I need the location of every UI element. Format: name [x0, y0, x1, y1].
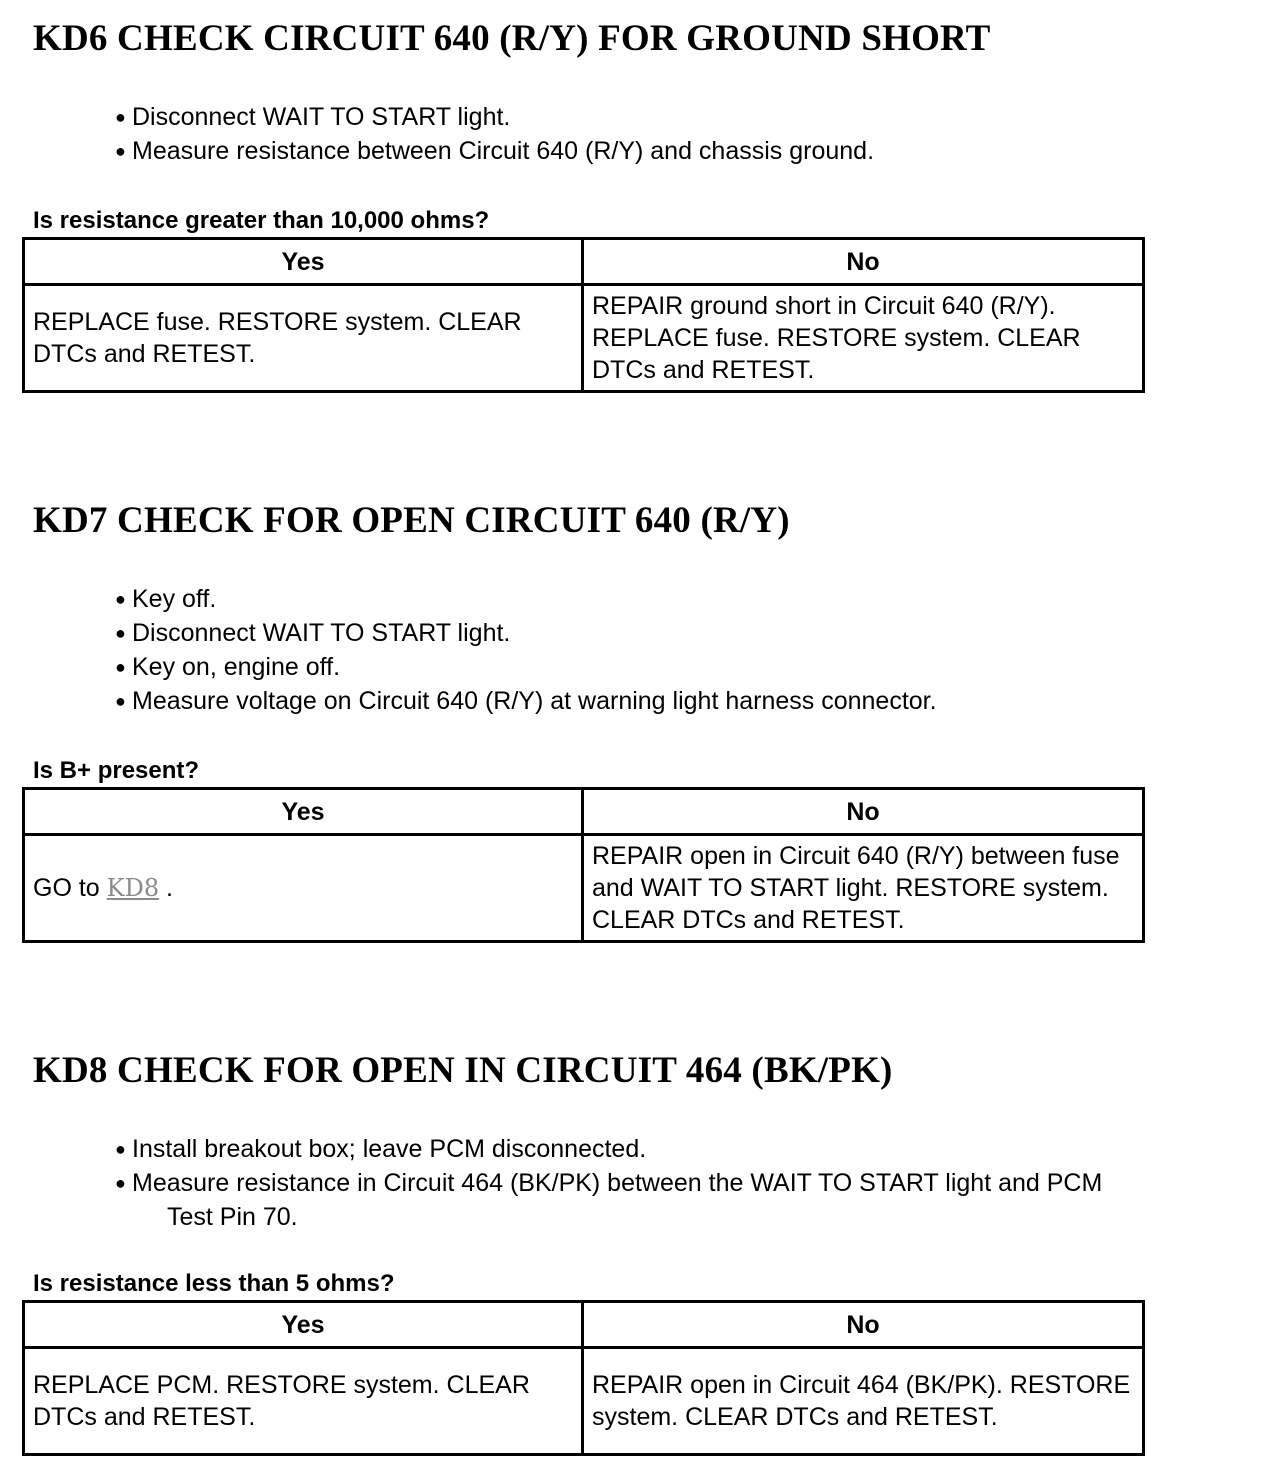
kd8-steps — [113, 1132, 1232, 1234]
kd6-steps — [113, 100, 1232, 168]
bullet-icon: ● — [115, 589, 126, 609]
kd8-heading: KD8 CHECK FOR OPEN IN CIRCUIT 464 (BK/PK) — [33, 1050, 893, 1091]
kd6-question: Is resistance greater than 10,000 ohms? — [33, 207, 490, 234]
bullet-icon: ● — [115, 1173, 126, 1193]
list-item: ● Disconnect WAIT TO START light. — [113, 616, 1232, 650]
yes-action: REPLACE fuse. RESTORE system. CLEAR DTCs and RETEST. — [24, 285, 583, 392]
no-header: No — [583, 789, 1144, 835]
kd7-answer-table — [22, 787, 1145, 943]
list-item: ● Measure resistance in Circuit 464 (BK/PK) between the WAIT TO START light and PCM Test Pin 70. — [113, 1166, 1232, 1234]
kd7-steps — [113, 582, 1232, 718]
kd6-heading: KD6 CHECK CIRCUIT 640 (R/Y) FOR GROUND SHORT — [33, 18, 991, 59]
bullet-icon: ● — [115, 1139, 126, 1159]
kd6-answer-table — [22, 237, 1145, 393]
no-action: REPAIR open in Circuit 464 (BK/PK). RESTORE system. CLEAR DTCs and RETEST. — [583, 1348, 1144, 1455]
no-action: REPAIR ground short in Circuit 640 (R/Y). REPLACE fuse. RESTORE system. CLEAR DTCs and RETEST. — [583, 285, 1144, 392]
kd8-link[interactable]: KD8 — [106, 874, 160, 902]
bullet-icon: ● — [115, 691, 126, 711]
list-item: ● Key off. — [113, 582, 1232, 616]
kd7-question: Is B+ present? — [33, 757, 200, 784]
kd8-answer-table — [22, 1300, 1145, 1456]
yes-header: Yes — [24, 1302, 583, 1348]
kd8-question: Is resistance less than 5 ohms? — [33, 1270, 395, 1297]
list-item: ● Disconnect WAIT TO START light. — [113, 100, 1232, 134]
bullet-icon: ● — [115, 107, 126, 127]
list-item: ● Key on, engine off. — [113, 650, 1232, 684]
list-item: ● Measure resistance between Circuit 640 (R/Y) and chassis ground. — [113, 134, 1232, 168]
yes-action: GO to KD8 . — [24, 835, 583, 942]
yes-action: REPLACE PCM. RESTORE system. CLEAR DTCs and RETEST. — [24, 1348, 583, 1455]
yes-header: Yes — [24, 239, 583, 285]
no-header: No — [583, 1302, 1144, 1348]
bullet-icon: ● — [115, 657, 126, 677]
no-header: No — [583, 239, 1144, 285]
bullet-icon: ● — [115, 141, 126, 161]
no-action: REPAIR open in Circuit 640 (R/Y) between fuse and WAIT TO START light. RESTORE system. CLEAR DTCs and RETEST. — [583, 835, 1144, 942]
list-item: ● Install breakout box; leave PCM disconnected. — [113, 1132, 1232, 1166]
kd7-heading: KD7 CHECK FOR OPEN CIRCUIT 640 (R/Y) — [33, 500, 790, 541]
yes-header: Yes — [24, 789, 583, 835]
bullet-icon: ● — [115, 623, 126, 643]
step-continuation: Test Pin 70. — [167, 1203, 298, 1231]
list-item: ● Measure voltage on Circuit 640 (R/Y) at warning light harness connector. — [113, 684, 1232, 718]
